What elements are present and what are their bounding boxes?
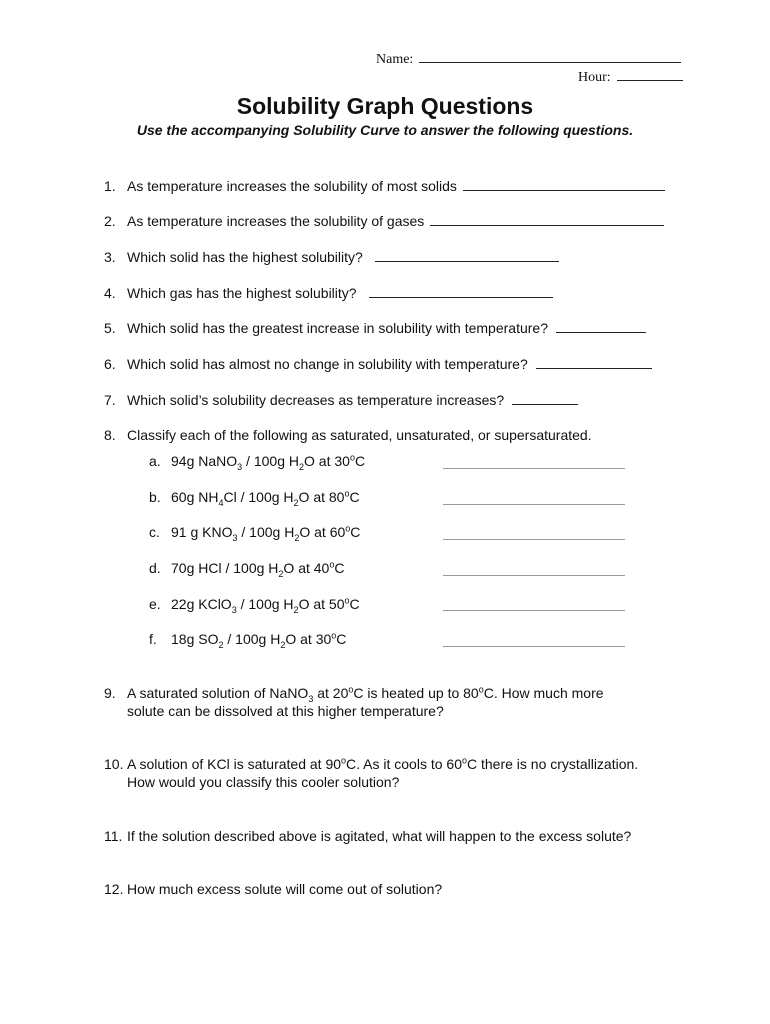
subitem-text: Cl / 100g H — [223, 489, 294, 505]
question-text: A solution of KCl is saturated at 90 — [127, 756, 342, 772]
question-number: 11. — [104, 828, 123, 844]
question-text: C. How much more — [483, 685, 604, 701]
degree-sign: o — [329, 559, 335, 570]
question-5 — [104, 318, 646, 337]
question-text-line2: solute can be dissolved at this higher temperature? — [127, 703, 444, 719]
subitem-c — [149, 523, 360, 541]
subscript: 3 — [308, 693, 314, 704]
answer-blank[interactable] — [375, 247, 559, 262]
hour-field — [578, 66, 683, 86]
answer-line-b[interactable] — [443, 504, 625, 505]
answer-line-e[interactable] — [443, 610, 625, 611]
subitem-a — [149, 452, 365, 470]
question-number: 8. — [104, 427, 116, 443]
question-12 — [104, 880, 442, 898]
question-2 — [104, 211, 664, 230]
subitem-text: / 100g H — [223, 631, 281, 647]
subitem-text: 70g HCl / 100g H — [171, 560, 279, 576]
subitem-text: / 100g H — [236, 596, 294, 612]
question-text: A saturated solution of NaNO — [127, 685, 309, 701]
subitem-e — [149, 595, 360, 613]
question-number: 2. — [104, 213, 116, 229]
subscript: 3 — [237, 461, 243, 472]
subitem-letter: d. — [149, 560, 161, 576]
hour-label: Hour: — [578, 70, 611, 85]
question-text: Which solid has the highest solubility? — [127, 249, 363, 265]
unit: C — [349, 489, 360, 505]
answer-blank[interactable] — [463, 176, 665, 191]
subitem-text: O at 40 — [283, 560, 330, 576]
subitem-text: O at 50 — [298, 596, 345, 612]
subscript: 2 — [293, 497, 299, 508]
question-number: 5. — [104, 320, 116, 336]
unit: C — [349, 596, 360, 612]
answer-line-f[interactable] — [443, 646, 625, 647]
question-text: C is heated up to 80 — [353, 685, 479, 701]
question-6 — [104, 354, 652, 373]
subitem-text: / 100g H — [242, 453, 299, 469]
hour-blank[interactable] — [617, 66, 683, 81]
answer-line-d[interactable] — [443, 575, 625, 576]
question-10 — [104, 755, 638, 791]
question-text: Classify each of the following as saturated, unsaturated, or supersaturated. — [127, 427, 592, 443]
subscript: 3 — [232, 532, 238, 543]
question-text: Which solid has the greatest increase in solubility with temperature? — [127, 320, 548, 336]
question-4 — [104, 283, 553, 302]
subitem-text: 22g KClO — [171, 596, 232, 612]
subscript: 2 — [294, 532, 300, 543]
answer-blank[interactable] — [369, 283, 553, 298]
degree-sign: o — [331, 630, 337, 641]
question-text: Which gas has the highest solubility? — [127, 285, 357, 301]
subscript: 2 — [299, 461, 305, 472]
question-text: C. As it cools to 60 — [346, 756, 462, 772]
subitem-letter: b. — [149, 489, 161, 505]
question-text: If the solution described above is agitated, what will happen to the excess solute? — [127, 828, 632, 844]
question-number: 10. — [104, 756, 124, 772]
unit: C — [334, 560, 345, 576]
question-9 — [104, 684, 604, 720]
subitem-letter: c. — [149, 524, 160, 540]
degree-sign: o — [344, 595, 350, 606]
question-3 — [104, 247, 559, 266]
question-text: How much excess solute will come out of solution? — [127, 881, 443, 897]
question-number: 1. — [104, 178, 116, 194]
subitem-letter: f. — [149, 631, 157, 647]
question-number: 9. — [104, 685, 116, 701]
subitem-text: 94g NaNO — [171, 453, 238, 469]
unit: C — [336, 631, 347, 647]
question-text: As temperature increases the solubility of most solids — [127, 178, 457, 194]
degree-sign: o — [341, 755, 347, 766]
answer-blank[interactable] — [430, 211, 664, 226]
question-7 — [104, 390, 578, 409]
subitem-letter: a. — [149, 453, 161, 469]
subitem-text: O at 80 — [298, 489, 345, 505]
degree-sign: o — [461, 755, 467, 766]
degree-sign: o — [349, 452, 355, 463]
subitem-letter: e. — [149, 596, 161, 612]
subitem-f — [149, 630, 346, 648]
answer-line-c[interactable] — [443, 539, 625, 540]
name-field — [376, 48, 681, 68]
question-number: 12. — [104, 881, 124, 897]
question-text: Which solid’s solubility decreases as temperature increases? — [127, 392, 505, 408]
name-blank[interactable] — [419, 48, 681, 63]
answer-line-a[interactable] — [443, 468, 625, 469]
subitem-b — [149, 488, 360, 506]
degree-sign: o — [345, 523, 351, 534]
answer-blank[interactable] — [556, 318, 646, 333]
unit: C — [350, 524, 361, 540]
subscript: 3 — [231, 604, 237, 615]
subitem-text: 18g SO — [171, 631, 219, 647]
unit: C — [354, 453, 366, 469]
degree-sign: o — [348, 684, 354, 695]
subitem-text: 91 g KNO — [171, 524, 233, 540]
question-text: C there is no crystallization. — [467, 756, 639, 772]
subitem-text: 60g NH — [171, 489, 219, 505]
subitem-text: O at 60 — [299, 524, 346, 540]
question-number: 6. — [104, 356, 116, 372]
question-number: 4. — [104, 285, 116, 301]
question-number: 7. — [104, 392, 116, 408]
question-1 — [104, 176, 665, 195]
question-text: As temperature increases the solubility of gases — [127, 213, 425, 229]
answer-blank[interactable] — [536, 354, 652, 369]
question-11 — [104, 827, 631, 845]
question-text: Which solid has almost no change in solubility with temperature? — [127, 356, 528, 372]
question-8 — [104, 426, 592, 444]
degree-sign: o — [478, 684, 484, 695]
page-title: Solubility Graph Questions — [236, 93, 534, 119]
subitem-text: / 100g H — [237, 524, 295, 540]
subscript: 2 — [278, 568, 284, 579]
subitem-d — [149, 559, 344, 577]
question-text-line2: How would you classify this cooler solution? — [127, 774, 400, 790]
name-label: Name: — [376, 52, 414, 67]
subitem-text: O at 30 — [304, 453, 350, 469]
subscript: 2 — [218, 639, 224, 650]
page-subtitle: Use the accompanying Solubility Curve to answer the following questions. — [136, 122, 634, 138]
question-text: at 20 — [313, 685, 349, 701]
question-number: 3. — [104, 249, 116, 265]
subscript: 4 — [218, 497, 224, 508]
subitem-text: O at 30 — [285, 631, 332, 647]
degree-sign: o — [344, 488, 350, 499]
subscript: 2 — [280, 639, 286, 650]
answer-blank[interactable] — [512, 390, 578, 405]
subscript: 2 — [293, 604, 299, 615]
